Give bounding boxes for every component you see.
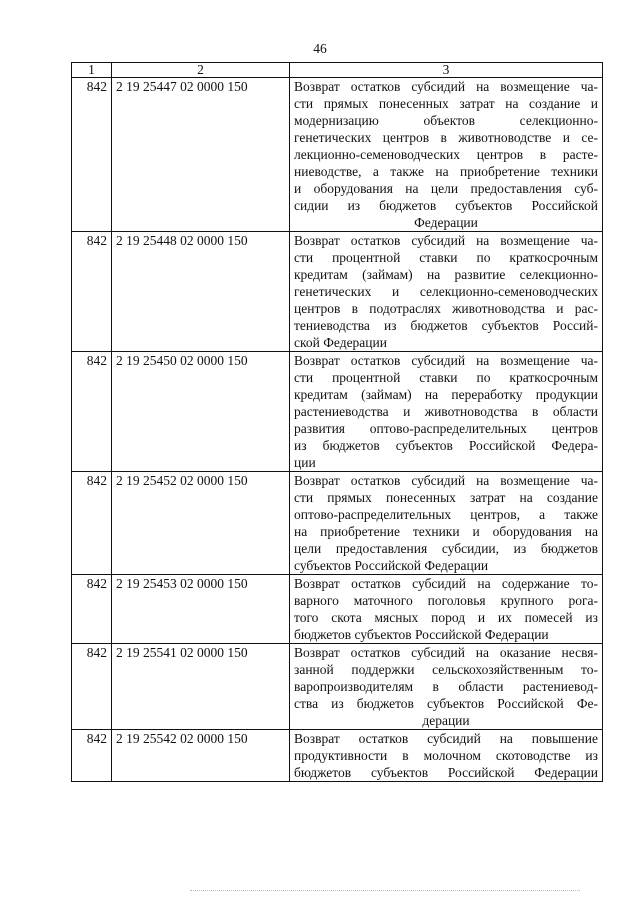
kbk-code-cell: 2 19 25448 02 0000 150 bbox=[112, 232, 290, 352]
description-cell bbox=[290, 730, 603, 782]
description-line: того скота мясных пород и их помесей из bbox=[294, 610, 598, 625]
description-line: сти процентной ставки по краткосрочным bbox=[294, 250, 598, 265]
description-line: сидии из бюджетов субъектов Российской bbox=[294, 198, 598, 213]
description-cell bbox=[290, 78, 603, 232]
description-line: сти прямых понесенных затрат на создание bbox=[294, 490, 598, 505]
scan-footer-rule bbox=[190, 890, 580, 891]
description-line: бюджетов субъектов Российской Федерации bbox=[294, 765, 598, 780]
table-body bbox=[72, 78, 603, 782]
admin-code-cell: 842 bbox=[72, 575, 112, 644]
description-line: лекционно-семеноводческих центров в расте- bbox=[294, 147, 598, 162]
description-line: центров в подотраслях животноводства и рас- bbox=[294, 301, 598, 316]
admin-code-cell: 842 bbox=[72, 730, 112, 782]
description-line: Возврат остатков субсидий на возмещение ча- bbox=[294, 353, 598, 368]
description-line: генетических и селекционно-семеноводческих bbox=[294, 284, 598, 299]
description-cell bbox=[290, 472, 603, 575]
table-row bbox=[72, 232, 603, 352]
description-line: ской Федерации bbox=[294, 335, 387, 350]
description-line: кредитам (займам) на переработку продукции bbox=[294, 387, 598, 402]
table-header-row bbox=[72, 63, 603, 78]
description-line: Возврат остатков субсидий на оказание несвя- bbox=[294, 645, 598, 660]
description-line: Возврат остатков субсидий на возмещение ча- bbox=[294, 233, 598, 248]
column-header-2: 2 bbox=[112, 63, 290, 78]
description-line: варопроизводителям в области растениевод- bbox=[294, 679, 598, 694]
description-line: субъектов Российской Федерации bbox=[294, 558, 489, 573]
description-line: продуктивности в молочном скотоводстве из bbox=[294, 748, 598, 763]
description-line: Возврат остатков субсидий на возмещение ча- bbox=[294, 473, 598, 488]
description-cell bbox=[290, 575, 603, 644]
kbk-code-cell: 2 19 25450 02 0000 150 bbox=[112, 352, 290, 472]
admin-code-cell: 842 bbox=[72, 232, 112, 352]
description-line: генетических центров в животноводстве и се- bbox=[294, 130, 598, 145]
description-line: варного маточного поголовья крупного рога- bbox=[294, 593, 598, 608]
description-line: ниеводстве, а также на приобретение техники bbox=[294, 164, 598, 179]
description-line: дерации bbox=[422, 713, 470, 728]
table-row bbox=[72, 644, 603, 730]
column-header-1: 1 bbox=[72, 63, 112, 78]
description-line: оптово-распределительных центров, а также bbox=[294, 507, 598, 522]
description-line: тениеводства из бюджетов субъектов Россий- bbox=[294, 318, 598, 333]
kbk-code-cell: 2 19 25453 02 0000 150 bbox=[112, 575, 290, 644]
budget-classification-table bbox=[71, 62, 603, 782]
description-line: и оборудования на цели предоставления суб- bbox=[294, 181, 598, 196]
description-line: Возврат остатков субсидий на возмещение ча- bbox=[294, 79, 598, 94]
page-number: 46 bbox=[313, 41, 327, 56]
description-cell bbox=[290, 644, 603, 730]
description-line: кредитам (займам) на развитие селекционно- bbox=[294, 267, 598, 282]
table-row bbox=[72, 352, 603, 472]
description-line: цели предоставления субсидии, из бюджетов bbox=[294, 541, 598, 556]
description-line: сти процентной ставки по краткосрочным bbox=[294, 370, 598, 385]
description-cell bbox=[290, 232, 603, 352]
description-line: ства из бюджетов субъектов Российской Фе- bbox=[294, 696, 598, 711]
description-line: модернизацию объектов селекционно- bbox=[294, 113, 598, 128]
table-row bbox=[72, 78, 603, 232]
description-line: из бюджетов субъектов Российской Федера- bbox=[294, 438, 598, 453]
description-line: ции bbox=[294, 455, 316, 470]
description-line: бюджетов субъектов Российской Федерации bbox=[294, 627, 549, 642]
admin-code-cell: 842 bbox=[72, 644, 112, 730]
kbk-code-cell: 2 19 25452 02 0000 150 bbox=[112, 472, 290, 575]
kbk-code-cell: 2 19 25542 02 0000 150 bbox=[112, 730, 290, 782]
description-line: Возврат остатков субсидий на содержание то- bbox=[294, 576, 598, 591]
description-line: сти прямых понесенных затрат на создание и bbox=[294, 96, 598, 111]
description-line: на приобретение техники и оборудования на bbox=[294, 524, 598, 539]
table-row bbox=[72, 730, 603, 782]
description-line: развития оптово-распределительных центров bbox=[294, 421, 598, 436]
admin-code-cell: 842 bbox=[72, 352, 112, 472]
table-row bbox=[72, 575, 603, 644]
description-line: занной поддержки сельскохозяйственным то- bbox=[294, 662, 598, 677]
kbk-code-cell: 2 19 25541 02 0000 150 bbox=[112, 644, 290, 730]
column-header-3: 3 bbox=[290, 63, 603, 78]
admin-code-cell: 842 bbox=[72, 78, 112, 232]
table-row bbox=[72, 472, 603, 575]
kbk-code-cell: 2 19 25447 02 0000 150 bbox=[112, 78, 290, 232]
description-line: Федерации bbox=[414, 215, 478, 230]
description-line: растениеводства и животноводства в области bbox=[294, 404, 598, 419]
admin-code-cell: 842 bbox=[72, 472, 112, 575]
description-line: Возврат остатков субсидий на повышение bbox=[294, 731, 598, 746]
description-cell bbox=[290, 352, 603, 472]
